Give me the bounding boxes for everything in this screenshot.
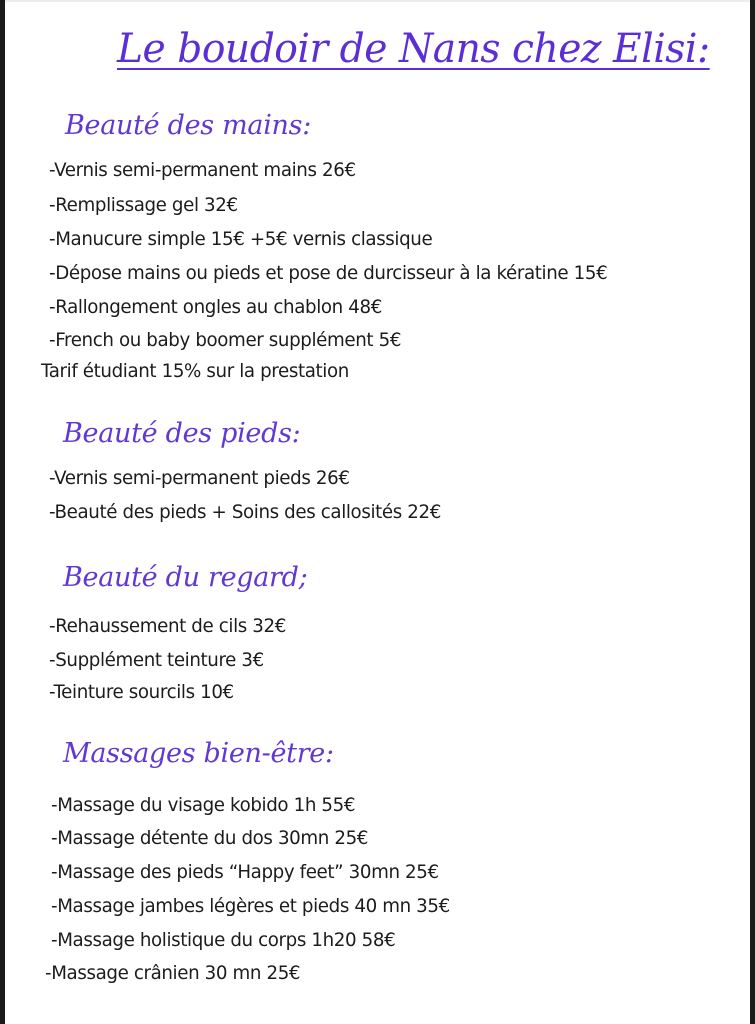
price-list-page [5, 0, 750, 1024]
section-heading-pieds: Beauté des pieds: [63, 418, 301, 449]
list-item: -Rallongement ongles au chablon 48€ [49, 296, 382, 318]
list-item: -Massage du visage kobido 1h 55€ [51, 794, 356, 816]
list-item: -Vernis semi-permanent pieds 26€ [49, 467, 350, 489]
list-item: -Supplément teinture 3€ [49, 649, 264, 671]
page-title: Le boudoir de Nans chez Elisi: [117, 26, 710, 72]
list-item: -Massage jambes légères et pieds 40 mn 35€ [51, 895, 450, 917]
list-item: -Massage détente du dos 30mn 25€ [51, 827, 369, 849]
section-heading-mains: Beauté des mains: [65, 110, 311, 141]
list-item: -Massage des pieds “Happy feet” 30mn 25€ [51, 861, 439, 883]
list-item: -Beauté des pieds + Soins des callosités 22€ [49, 501, 441, 523]
list-item: -Vernis semi-permanent mains 26€ [49, 159, 356, 181]
student-rate-note: Tarif étudiant 15% sur la prestation [41, 360, 349, 382]
section-heading-regard: Beauté du regard; [63, 562, 308, 593]
list-item: -Teinture sourcils 10€ [49, 681, 234, 703]
list-item: -French ou baby boomer supplément 5€ [49, 329, 402, 351]
section-heading-massages: Massages bien-être: [63, 738, 334, 769]
list-item: -Manucure simple 15€ +5€ vernis classique [49, 228, 433, 250]
list-item: -Dépose mains ou pieds et pose de durcisseur à la kératine 15€ [49, 262, 608, 284]
list-item: -Remplissage gel 32€ [49, 194, 238, 216]
list-item: -Rehaussement de cils 32€ [49, 615, 286, 637]
list-item: -Massage crânien 30 mn 25€ [45, 962, 301, 984]
list-item: -Massage holistique du corps 1h20 58€ [51, 929, 396, 951]
